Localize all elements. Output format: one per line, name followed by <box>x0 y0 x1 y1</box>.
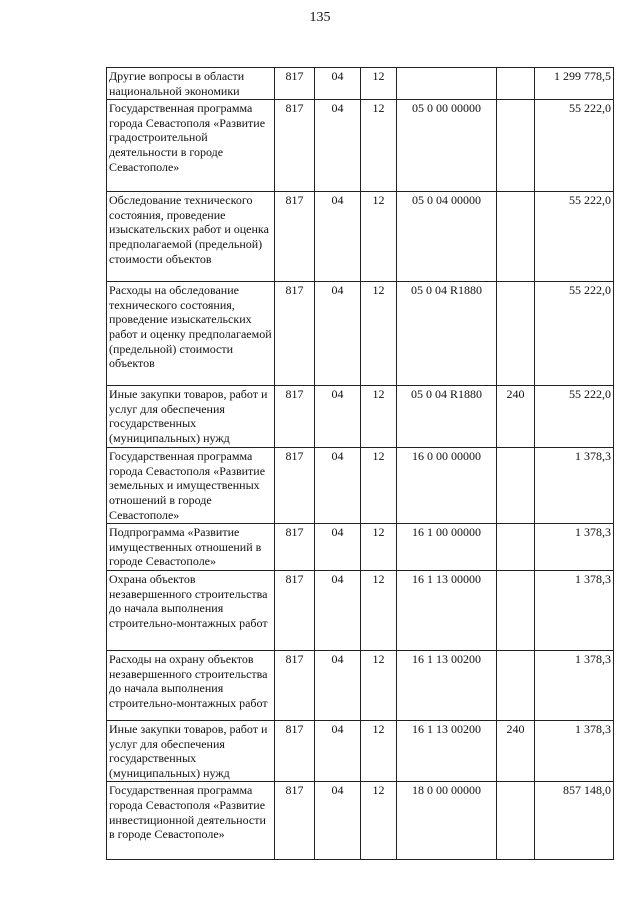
row-ministry-cell: 817 <box>275 570 315 650</box>
budget-table-body <box>107 68 614 860</box>
row-amount-cell: 1 378,3 <box>535 524 614 571</box>
row-expense-type-cell <box>497 282 535 386</box>
row-subsection-cell: 12 <box>361 192 397 282</box>
table-row <box>107 448 614 524</box>
row-section-cell: 04 <box>315 386 361 448</box>
row-name-cell: Государственная программа города Севастополя «Развитие градостроительной деятельности в городе Севастополе» <box>107 100 275 192</box>
row-amount-cell: 857 148,0 <box>535 782 614 860</box>
row-subsection-cell: 12 <box>361 386 397 448</box>
row-name-cell: Государственная программа города Севастополя «Развитие земельных и имущественных отношений в городе Севастополе» <box>107 448 275 524</box>
row-expense-type-cell <box>497 524 535 571</box>
table-row <box>107 524 614 571</box>
row-ministry-cell: 817 <box>275 782 315 860</box>
row-ministry-cell: 817 <box>275 100 315 192</box>
row-expense-type-cell: 240 <box>497 386 535 448</box>
row-section-cell: 04 <box>315 524 361 571</box>
row-name-cell: Подпрограмма «Развитие имущественных отношений в городе Севастополе» <box>107 524 275 571</box>
row-section-cell: 04 <box>315 448 361 524</box>
row-target-article-cell: 16 1 13 00000 <box>397 570 497 650</box>
row-ministry-cell: 817 <box>275 192 315 282</box>
row-expense-type-cell <box>497 570 535 650</box>
row-subsection-cell: 12 <box>361 100 397 192</box>
row-ministry-cell: 817 <box>275 448 315 524</box>
row-name-cell: Иные закупки товаров, работ и услуг для обеспечения государственных (муниципальных) нужд <box>107 720 275 781</box>
row-subsection-cell: 12 <box>361 570 397 650</box>
row-target-article-cell: 16 1 13 00200 <box>397 650 497 720</box>
budget-table <box>106 67 614 860</box>
row-ministry-cell: 817 <box>275 68 315 100</box>
row-subsection-cell: 12 <box>361 782 397 860</box>
row-amount-cell: 55 222,0 <box>535 100 614 192</box>
row-target-article-cell: 16 0 00 00000 <box>397 448 497 524</box>
row-section-cell: 04 <box>315 282 361 386</box>
row-subsection-cell: 12 <box>361 650 397 720</box>
table-row <box>107 100 614 192</box>
row-section-cell: 04 <box>315 782 361 860</box>
table-row <box>107 192 614 282</box>
row-target-article-cell <box>397 68 497 100</box>
table-row <box>107 782 614 860</box>
row-name-cell: Охрана объектов незавершенного строительства до начала выполнения строительно-монтажных работ <box>107 570 275 650</box>
table-row <box>107 570 614 650</box>
row-section-cell: 04 <box>315 720 361 781</box>
row-name-cell: Другие вопросы в области национальной экономики <box>107 68 275 100</box>
row-section-cell: 04 <box>315 68 361 100</box>
row-target-article-cell: 05 0 00 00000 <box>397 100 497 192</box>
row-ministry-cell: 817 <box>275 720 315 781</box>
row-name-cell: Обследование технического состояния, проведение изыскательских работ и оценка предполагаемой (предельной) стоимости объектов <box>107 192 275 282</box>
row-expense-type-cell <box>497 192 535 282</box>
row-amount-cell: 1 299 778,5 <box>535 68 614 100</box>
row-amount-cell: 1 378,3 <box>535 570 614 650</box>
table-row <box>107 282 614 386</box>
row-ministry-cell: 817 <box>275 650 315 720</box>
row-ministry-cell: 817 <box>275 524 315 571</box>
row-expense-type-cell <box>497 650 535 720</box>
table-row <box>107 386 614 448</box>
row-name-cell: Расходы на обследование технического состояния, проведение изыскательских работ и оценку предполагаемой (предельной) стоимости объектов <box>107 282 275 386</box>
row-expense-type-cell: 240 <box>497 720 535 781</box>
row-expense-type-cell <box>497 68 535 100</box>
row-target-article-cell: 16 1 00 00000 <box>397 524 497 571</box>
row-expense-type-cell <box>497 448 535 524</box>
row-name-cell: Иные закупки товаров, работ и услуг для обеспечения государственных (муниципальных) нужд <box>107 386 275 448</box>
row-target-article-cell: 18 0 00 00000 <box>397 782 497 860</box>
row-expense-type-cell <box>497 782 535 860</box>
row-expense-type-cell <box>497 100 535 192</box>
row-section-cell: 04 <box>315 192 361 282</box>
row-subsection-cell: 12 <box>361 720 397 781</box>
row-amount-cell: 1 378,3 <box>535 448 614 524</box>
row-target-article-cell: 16 1 13 00200 <box>397 720 497 781</box>
row-amount-cell: 55 222,0 <box>535 282 614 386</box>
row-section-cell: 04 <box>315 650 361 720</box>
row-amount-cell: 1 378,3 <box>535 650 614 720</box>
row-name-cell: Государственная программа города Севастополя «Развитие инвестиционной деятельности в городе Севастополе» <box>107 782 275 860</box>
row-section-cell: 04 <box>315 570 361 650</box>
table-row <box>107 650 614 720</box>
row-section-cell: 04 <box>315 100 361 192</box>
row-target-article-cell: 05 0 04 00000 <box>397 192 497 282</box>
row-target-article-cell: 05 0 04 R1880 <box>397 282 497 386</box>
row-amount-cell: 1 378,3 <box>535 720 614 781</box>
row-amount-cell: 55 222,0 <box>535 192 614 282</box>
row-subsection-cell: 12 <box>361 282 397 386</box>
table-row <box>107 720 614 781</box>
row-subsection-cell: 12 <box>361 524 397 571</box>
row-ministry-cell: 817 <box>275 386 315 448</box>
row-subsection-cell: 12 <box>361 68 397 100</box>
table-row <box>107 68 614 100</box>
row-subsection-cell: 12 <box>361 448 397 524</box>
row-target-article-cell: 05 0 04 R1880 <box>397 386 497 448</box>
row-name-cell: Расходы на охрану объектов незавершенного строительства до начала выполнения строительно-монтажных работ <box>107 650 275 720</box>
row-amount-cell: 55 222,0 <box>535 386 614 448</box>
page-number: 135 <box>309 10 331 25</box>
row-ministry-cell: 817 <box>275 282 315 386</box>
